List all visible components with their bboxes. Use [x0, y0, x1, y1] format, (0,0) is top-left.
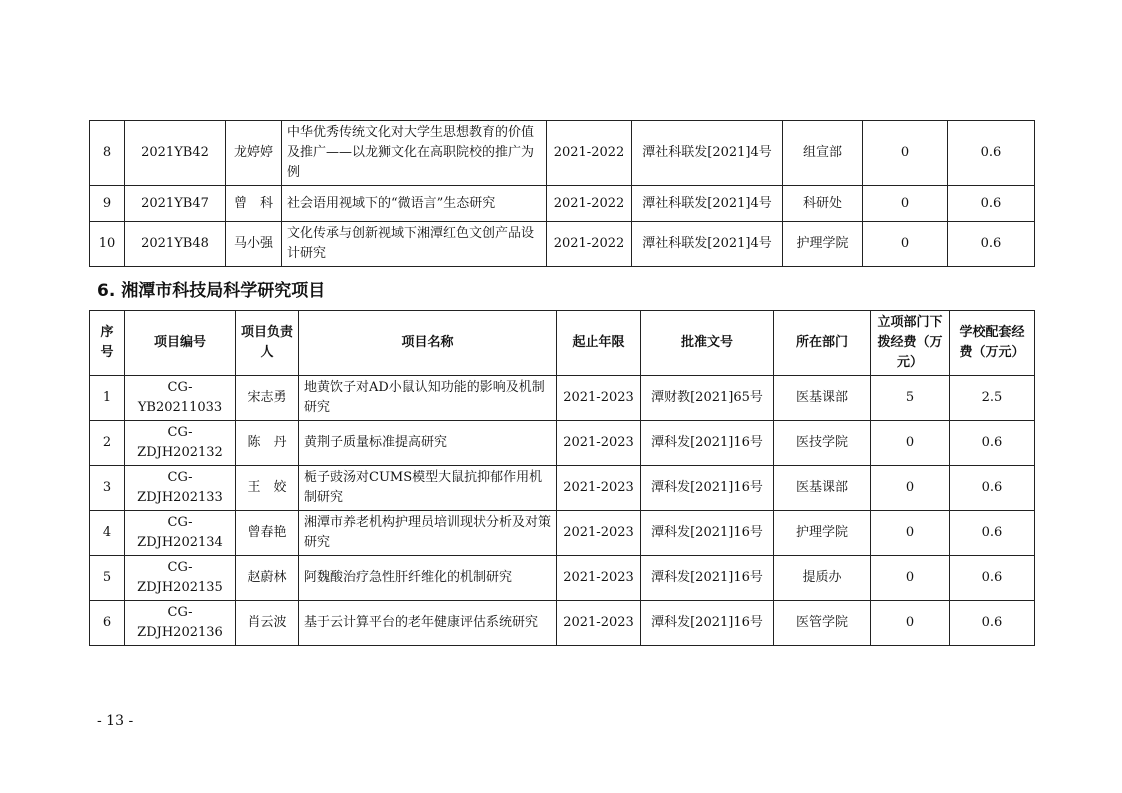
cell-code: CG-ZDJH202133	[125, 466, 236, 511]
cell-dept: 组宣部	[783, 121, 863, 186]
cell-dept: 医管学院	[774, 601, 871, 646]
cell-code: CG-ZDJH202132	[125, 421, 236, 466]
cell-period: 2021-2022	[547, 121, 632, 186]
cell-leader: 王 姣	[236, 466, 299, 511]
section-heading: 6. 湘潭市科技局科学研究项目	[97, 281, 326, 301]
cell-period: 2021-2023	[557, 556, 641, 601]
cell-name: 黄荆子质量标准提高研究	[299, 421, 557, 466]
header-period: 起止年限	[557, 311, 641, 376]
cell-code: 2021YB42	[125, 121, 226, 186]
cell-name: 基于云计算平台的老年健康评估系统研究	[299, 601, 557, 646]
cell-match: 0.6	[948, 186, 1035, 222]
cell-leader: 陈 丹	[236, 421, 299, 466]
cell-leader: 曾春艳	[236, 511, 299, 556]
header-match: 学校配套经费（万元）	[950, 311, 1035, 376]
cell-leader: 马小强	[226, 222, 282, 267]
cell-period: 2021-2023	[557, 601, 641, 646]
cell-leader: 曾 科	[226, 186, 282, 222]
cell-period: 2021-2023	[557, 466, 641, 511]
cell-doc: 潭财教[2021]65号	[641, 376, 774, 421]
cell-leader: 宋志勇	[236, 376, 299, 421]
cell-doc: 潭科发[2021]16号	[641, 556, 774, 601]
cell-match: 0.6	[950, 511, 1035, 556]
table-row	[90, 121, 1035, 186]
cell-code: CG-ZDJH202135	[125, 556, 236, 601]
cell-fund: 0	[863, 222, 948, 267]
table-row	[90, 466, 1035, 511]
cell-name: 文化传承与创新视域下湘潭红色文创产品设计研究	[282, 222, 547, 267]
cell-name: 社会语用视域下的“微语言”生态研究	[282, 186, 547, 222]
cell-seq: 6	[90, 601, 125, 646]
cell-doc: 潭科发[2021]16号	[641, 421, 774, 466]
table-body	[90, 121, 1035, 267]
cell-fund: 0	[871, 601, 950, 646]
cell-leader: 龙婷婷	[226, 121, 282, 186]
cell-period: 2021-2023	[557, 421, 641, 466]
cell-doc: 潭社科联发[2021]4号	[632, 121, 783, 186]
cell-seq: 9	[90, 186, 125, 222]
cell-code: CG-ZDJH202134	[125, 511, 236, 556]
cell-code: CG-YB20211033	[125, 376, 236, 421]
cell-seq: 3	[90, 466, 125, 511]
header-doc: 批准文号	[641, 311, 774, 376]
cell-seq: 4	[90, 511, 125, 556]
header-name: 项目名称	[299, 311, 557, 376]
table-row	[90, 222, 1035, 267]
cell-fund: 0	[863, 186, 948, 222]
cell-period: 2021-2022	[547, 186, 632, 222]
cell-fund: 0	[863, 121, 948, 186]
cell-match: 0.6	[948, 121, 1035, 186]
cell-doc: 潭科发[2021]16号	[641, 466, 774, 511]
cell-fund: 0	[871, 556, 950, 601]
cell-leader: 肖云波	[236, 601, 299, 646]
cell-dept: 护理学院	[774, 511, 871, 556]
cell-match: 0.6	[950, 466, 1035, 511]
cell-match: 2.5	[950, 376, 1035, 421]
cell-fund: 0	[871, 466, 950, 511]
cell-dept: 医技学院	[774, 421, 871, 466]
cell-name: 湘潭市养老机构护理员培训现状分析及对策研究	[299, 511, 557, 556]
cell-doc: 潭社科联发[2021]4号	[632, 186, 783, 222]
cell-code: 2021YB48	[125, 222, 226, 267]
cell-doc: 潭社科联发[2021]4号	[632, 222, 783, 267]
project-table-continued	[89, 120, 1035, 267]
table-row	[90, 511, 1035, 556]
cell-dept: 科研处	[783, 186, 863, 222]
cell-dept: 提质办	[774, 556, 871, 601]
header-leader: 项目负责人	[236, 311, 299, 376]
cell-dept: 医基课部	[774, 376, 871, 421]
cell-fund: 5	[871, 376, 950, 421]
header-dept: 所在部门	[774, 311, 871, 376]
cell-code: 2021YB47	[125, 186, 226, 222]
table-row	[90, 601, 1035, 646]
cell-match: 0.6	[950, 556, 1035, 601]
project-table	[89, 310, 1035, 646]
header-seq: 序号	[90, 311, 125, 376]
cell-seq: 8	[90, 121, 125, 186]
page-number: - 13 -	[97, 713, 134, 729]
cell-match: 0.6	[950, 421, 1035, 466]
cell-doc: 潭科发[2021]16号	[641, 601, 774, 646]
cell-seq: 1	[90, 376, 125, 421]
header-fund: 立项部门下拨经费（万元）	[871, 311, 950, 376]
cell-fund: 0	[871, 511, 950, 556]
cell-dept: 医基课部	[774, 466, 871, 511]
cell-period: 2021-2023	[557, 511, 641, 556]
cell-seq: 10	[90, 222, 125, 267]
table-row	[90, 421, 1035, 466]
cell-period: 2021-2022	[547, 222, 632, 267]
cell-doc: 潭科发[2021]16号	[641, 511, 774, 556]
cell-match: 0.6	[950, 601, 1035, 646]
cell-seq: 5	[90, 556, 125, 601]
cell-name: 地黄饮子对AD小鼠认知功能的影响及机制研究	[299, 376, 557, 421]
table-row	[90, 376, 1035, 421]
cell-name: 栀子豉汤对CUMS模型大鼠抗抑郁作用机制研究	[299, 466, 557, 511]
header-row	[90, 311, 1035, 376]
cell-period: 2021-2023	[557, 376, 641, 421]
cell-dept: 护理学院	[783, 222, 863, 267]
cell-name: 中华优秀传统文化对大学生思想教育的价值及推广——以龙狮文化在高职院校的推广为例	[282, 121, 547, 186]
table-body	[90, 376, 1035, 646]
cell-fund: 0	[871, 421, 950, 466]
cell-match: 0.6	[948, 222, 1035, 267]
table-row	[90, 556, 1035, 601]
table-row	[90, 186, 1035, 222]
cell-code: CG-ZDJH202136	[125, 601, 236, 646]
cell-name: 阿魏酸治疗急性肝纤维化的机制研究	[299, 556, 557, 601]
header-code: 项目编号	[125, 311, 236, 376]
cell-seq: 2	[90, 421, 125, 466]
cell-leader: 赵蔚林	[236, 556, 299, 601]
